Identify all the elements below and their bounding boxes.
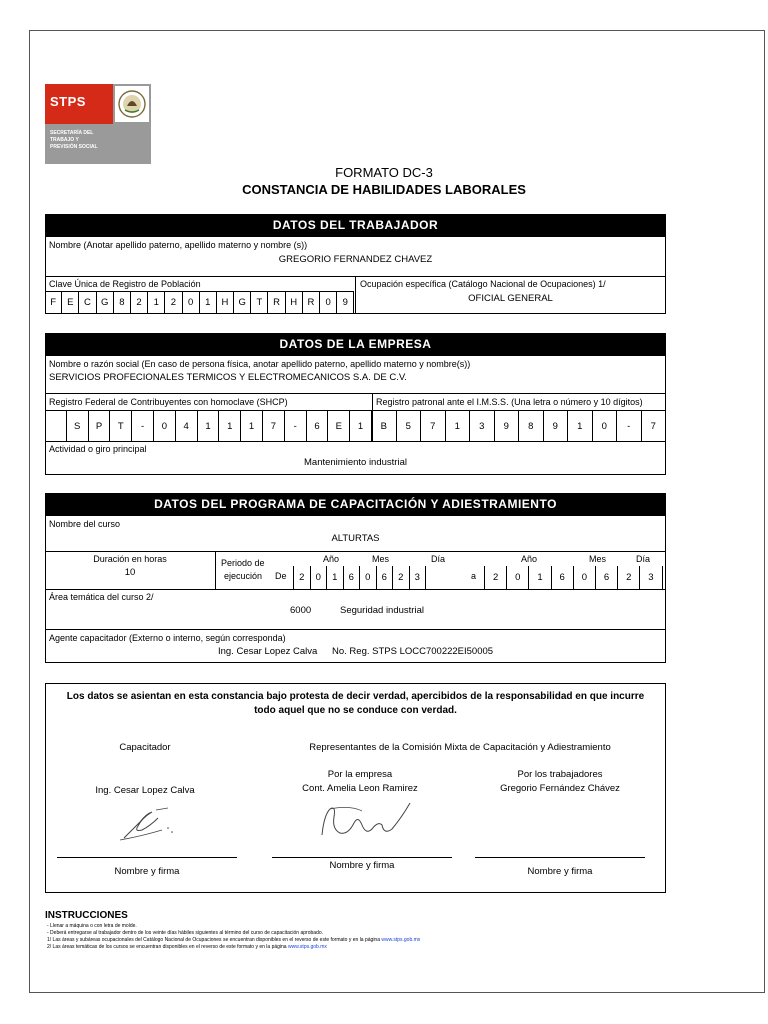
instruccion-4-text: 2/ Las áreas temáticas de los cursos se encuentran disponibles en el reverso de este formato y en la página — [47, 944, 287, 950]
a-date-digit: 0 — [507, 566, 529, 589]
divider — [215, 551, 216, 589]
logo-acronym: STPS — [50, 94, 86, 109]
divider — [45, 629, 666, 630]
imss-char-cell: 8 — [519, 411, 544, 442]
de-date-digit: 3 — [410, 566, 427, 589]
agente-value: Ing. Cesar Lopez Calva — [218, 646, 318, 657]
stps-logo — [45, 84, 151, 164]
noreg-value: No. Reg. STPS LOCC700222EI50005 — [332, 646, 494, 657]
a-date-digit: 6 — [596, 566, 618, 589]
curso-label: Nombre del curso — [49, 519, 121, 529]
a-anio-label: Año — [521, 554, 538, 564]
imss-char-cell: 0 — [593, 411, 618, 442]
nombre-label: Nombre (Anotar apellido paterno, apellido materno y nombre (s)) — [49, 240, 308, 250]
imss-char-cell: 7 — [642, 411, 667, 442]
a-date-cells — [484, 566, 663, 589]
de-dia-label: Día — [431, 554, 446, 564]
section-empresa-heading: DATOS DE LA EMPRESA — [45, 333, 666, 355]
curp-label: Clave Única de Registro de Población — [49, 279, 201, 289]
capacitador-name: Ing. Cesar Lopez Calva — [95, 785, 195, 796]
curso-value: ALTURTAS — [331, 533, 380, 544]
empresa-signature — [310, 795, 420, 850]
curp-cells — [45, 291, 354, 314]
razon-label: Nombre o razón social (En caso de persona física, anotar apellido paterno, apellido materno y nombre(s)) — [49, 359, 471, 369]
curp-char-cell: T — [251, 292, 268, 314]
curp-char-cell: C — [79, 292, 96, 314]
imss-char-cell: - — [617, 411, 642, 442]
a-date-digit: 0 — [574, 566, 596, 589]
de-date-digit: 2 — [294, 566, 311, 589]
de-date-digit: 0 — [311, 566, 328, 589]
de-mes-label: Mes — [372, 554, 390, 564]
curp-char-cell: G — [97, 292, 114, 314]
capacitador-signature — [112, 800, 182, 845]
imss-char-cell: 1 — [568, 411, 593, 442]
rfc-char-cell: S — [67, 411, 89, 442]
curp-char-cell: 8 — [114, 292, 131, 314]
de-date-digit: 6 — [377, 566, 394, 589]
area-code: 6000 — [290, 605, 312, 616]
rfc-char-cell: 1 — [219, 411, 241, 442]
curp-char-cell: 9 — [337, 292, 354, 314]
coat-of-arms-icon — [115, 86, 149, 122]
empresa-firma-label: Nombre y firma — [329, 860, 395, 871]
section-programa-heading: DATOS DEL PROGRAMA DE CAPACITACIÓN Y ADIESTRAMIENTO — [45, 493, 666, 515]
curp-char-cell: E — [62, 292, 79, 314]
capacitador-label: Capacitador — [119, 742, 171, 753]
de-label: De — [275, 571, 287, 581]
agente-label: Agente capacitador (Externo o interno, según corresponda) — [49, 633, 286, 643]
imss-label: Registro patronal ante el I.M.S.S. (Una letra o número y 10 dígitos) — [376, 397, 643, 407]
duracion-label: Duración en horas — [93, 554, 167, 564]
imss-char-cell: 1 — [446, 411, 471, 442]
capacitador-signature-line — [57, 857, 237, 858]
empresa-rep-name: Cont. Amelia Leon Ramirez — [302, 783, 418, 794]
stps-link[interactable]: www.stps.gob.mx — [287, 944, 327, 950]
de-anio-label: Año — [323, 554, 340, 564]
de-date-digit: 6 — [344, 566, 361, 589]
imss-char-cell: 9 — [544, 411, 569, 442]
curp-char-cell: F — [45, 292, 62, 314]
instruccion-3 — [47, 937, 420, 944]
curp-char-cell: H — [217, 292, 234, 314]
imss-cells — [372, 410, 666, 442]
curp-char-cell: R — [268, 292, 285, 314]
trabajadores-firma-label: Nombre y firma — [527, 866, 593, 877]
instruccion-4 — [47, 944, 327, 951]
stps-link[interactable]: www.stps.gob.mx — [381, 937, 421, 943]
duracion-value: 10 — [124, 567, 136, 578]
a-dia-label: Día — [636, 554, 651, 564]
form-title: FORMATO DC-3 — [335, 165, 433, 180]
curp-char-cell: 2 — [165, 292, 182, 314]
periodo-label-1: Periodo de — [221, 558, 265, 568]
rfc-cells — [45, 410, 372, 442]
rfc-char-cell: P — [89, 411, 111, 442]
instruccion-3-text: 1/ Las áreas y subáreas ocupacionales del Catálogo Nacional de Ocupaciones se encuentran disponibles en el reverso de este formato y en la página — [47, 937, 380, 943]
rfc-char-cell: 6 — [307, 411, 329, 442]
trabajadores-rep-label: Por los trabajadores — [517, 769, 603, 780]
instrucciones-heading: INSTRUCCIONES — [45, 910, 128, 921]
nombre-value: GREGORIO FERNANDEZ CHAVEZ — [278, 254, 433, 265]
empresa-rep-label: Por la empresa — [327, 769, 393, 780]
de-date-digit: 1 — [327, 566, 344, 589]
section-trabajador-heading: DATOS DEL TRABAJADOR — [45, 214, 666, 236]
rfc-char-cell: - — [285, 411, 307, 442]
imss-char-cell: 7 — [421, 411, 446, 442]
imss-char-cell: B — [372, 411, 397, 442]
de-date-cells — [293, 566, 426, 589]
instruccion-1: - Llenar a máquina o con letra de molde. — [47, 923, 137, 929]
divider — [45, 441, 666, 442]
rfc-char-cell: E — [328, 411, 350, 442]
area-label: Área temática del curso 2/ — [49, 592, 154, 602]
logo-subtitle: SECRETARÍA DEL TRABAJO Y PREVISIÓN SOCIAL — [50, 130, 98, 150]
trabajadores-signature-line — [475, 857, 645, 858]
ocupacion-value: OFICIAL GENERAL — [468, 293, 553, 304]
rfc-char-cell: T — [110, 411, 132, 442]
a-date-digit: 2 — [485, 566, 507, 589]
imss-char-cell: 9 — [495, 411, 520, 442]
declaracion-text: Los datos se asientan en esta constancia bajo protesta de decir verdad, apercibidos de la responsabilidad en que incurre todo aquel que no se conduce con verdad. — [66, 691, 645, 716]
curp-char-cell: 2 — [131, 292, 148, 314]
rfc-label: Registro Federal de Contribuyentes con homoclave (SHCP) — [49, 397, 288, 407]
periodo-label-2: ejecución — [224, 571, 263, 581]
rfc-char-cell: 1 — [350, 411, 372, 442]
razon-value: SERVICIOS PROFECIONALES TERMICOS Y ELECTROMECANICOS S.A. DE C.V. — [49, 372, 407, 383]
instruccion-2: - Deberá entregarse al trabajador dentro de los veinte días hábiles siguientes al término del curso de capacitación aprobado. — [47, 930, 324, 936]
curp-char-cell: 0 — [320, 292, 337, 314]
comision-label: Representantes de la Comisión Mixta de Capacitación y Adiestramiento — [309, 742, 611, 753]
actividad-label: Actividad o giro principal — [49, 444, 147, 454]
capacitador-firma-label: Nombre y firma — [114, 866, 180, 877]
area-value: Seguridad industrial — [340, 605, 424, 616]
curp-char-cell: R — [303, 292, 320, 314]
curp-char-cell: H — [286, 292, 303, 314]
a-label: a — [471, 571, 477, 581]
a-mes-label: Mes — [589, 554, 607, 564]
curp-char-cell: 0 — [183, 292, 200, 314]
trabajadores-rep-name: Gregorio Fernández Chávez — [500, 783, 620, 794]
rfc-char-cell: 1 — [198, 411, 220, 442]
divider — [45, 589, 666, 590]
a-date-digit: 3 — [640, 566, 662, 589]
rfc-char-cell: 7 — [263, 411, 285, 442]
empresa-signature-line — [272, 857, 452, 858]
curp-char-cell: 1 — [148, 292, 165, 314]
de-date-digit: 2 — [393, 566, 410, 589]
rfc-char-cell: 4 — [176, 411, 198, 442]
a-date-digit: 2 — [618, 566, 640, 589]
divider — [45, 551, 666, 552]
rfc-char-cell — [45, 411, 67, 442]
rfc-char-cell: - — [132, 411, 154, 442]
rfc-char-cell: 1 — [241, 411, 263, 442]
imss-char-cell: 5 — [397, 411, 422, 442]
curp-char-cell: G — [234, 292, 251, 314]
de-date-digit: 0 — [360, 566, 377, 589]
divider — [45, 393, 666, 394]
a-date-digit: 6 — [552, 566, 574, 589]
form-subtitle: CONSTANCIA DE HABILIDADES LABORALES — [242, 182, 526, 197]
a-date-digit: 1 — [529, 566, 551, 589]
ocupacion-label: Ocupación específica (Catálogo Nacional de Ocupaciones) 1/ — [360, 279, 606, 289]
rfc-char-cell: 0 — [154, 411, 176, 442]
curp-char-cell: 1 — [200, 292, 217, 314]
actividad-value: Mantenimiento industrial — [304, 457, 407, 468]
imss-char-cell: 3 — [470, 411, 495, 442]
